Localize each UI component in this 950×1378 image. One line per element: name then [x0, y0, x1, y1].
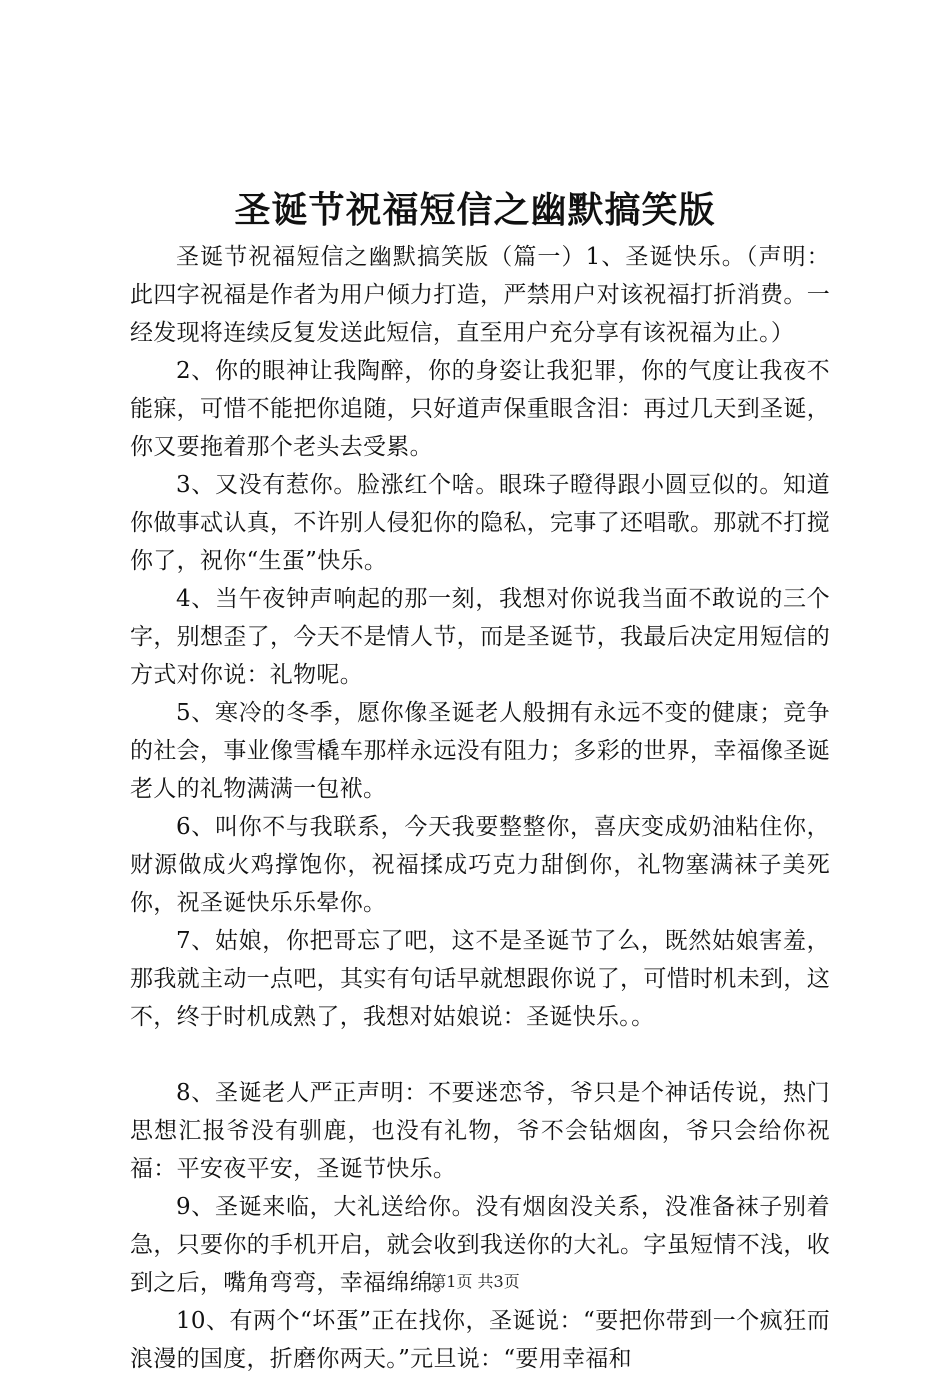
paragraph-2: 2、你的眼神让我陶醉，你的身姿让我犯罪，你的气度让我夜不能寐，可惜不能把你追随，只好道声保重眼含泪：再过几天到圣诞，你又要拖着那个老头去受累。: [130, 358, 830, 460]
page-footer: 第1页 共3页: [430, 1272, 520, 1291]
document-body: [130, 238, 830, 1378]
paragraph-4: 4、当午夜钟声响起的那一刻，我想对你说我当面不敢说的三个字，别想歪了，今天不是情人节，而是圣诞节，我最后决定用短信的方式对你说：礼物呢。: [130, 586, 830, 688]
paragraph-7: 7、姑娘，你把哥忘了吧，这不是圣诞节了么，既然姑娘害羞，那我就主动一点吧，其实有句话早就想跟你说了，可惜时机未到，这不，终于时机成熟了，我想对姑娘说：圣诞快乐。。: [130, 928, 830, 1030]
paragraph-9: 9、圣诞来临，大礼送给你。没有烟囱没关系，没准备袜子别着急，只要你的手机开启，就会收到我送你的大礼。字虽短情不浅，收到之后，嘴角弯弯，幸福绵绵。: [130, 1194, 830, 1296]
paragraph-8: 8、圣诞老人严正声明：不要迷恋爷，爷只是个神话传说，热门思想汇报爷没有驯鹿，也没有礼物，爷不会钻烟囱，爷只会给你祝福：平安夜平安，圣诞节快乐。: [130, 1080, 830, 1182]
paragraph-10: 10、有两个“坏蛋”正在找你，圣诞说：“要把你带到一个疯狂而浪漫的国度，折磨你两天。”元旦说：“要用幸福和: [130, 1308, 830, 1372]
document-title: 圣诞节祝福短信之幽默搞笑版: [234, 189, 716, 231]
paragraph-3: 3、又没有惹你。脸涨红个啥。眼珠子瞪得跟小圆豆似的。知道你做事忒认真，不许别人侵犯你的隐私，完事了还唱歌。那就不打搅你了，祝你“生蛋”快乐。: [130, 472, 830, 574]
paragraph-5: 5、寒冷的冬季，愿你像圣诞老人般拥有永远不变的健康；竞争的社会，事业像雪橇车那样永远没有阻力；多彩的世界，幸福像圣诞老人的礼物满满一包袱。: [130, 700, 830, 802]
paragraph-1: 圣诞节祝福短信之幽默搞笑版（篇一）1、圣诞快乐。（声明：此四字祝福是作者为用户倾力打造，严禁用户对该祝福打折消费。一经发现将连续反复发送此短信，直至用户充分享有该祝福为止。）: [130, 244, 830, 346]
paragraph-6: 6、叫你不与我联系，今天我要整整你，喜庆变成奶油粘住你，财源做成火鸡撑饱你，祝福揉成巧克力甜倒你，礼物塞满袜子美死你，祝圣诞快乐乐晕你。: [130, 814, 830, 916]
